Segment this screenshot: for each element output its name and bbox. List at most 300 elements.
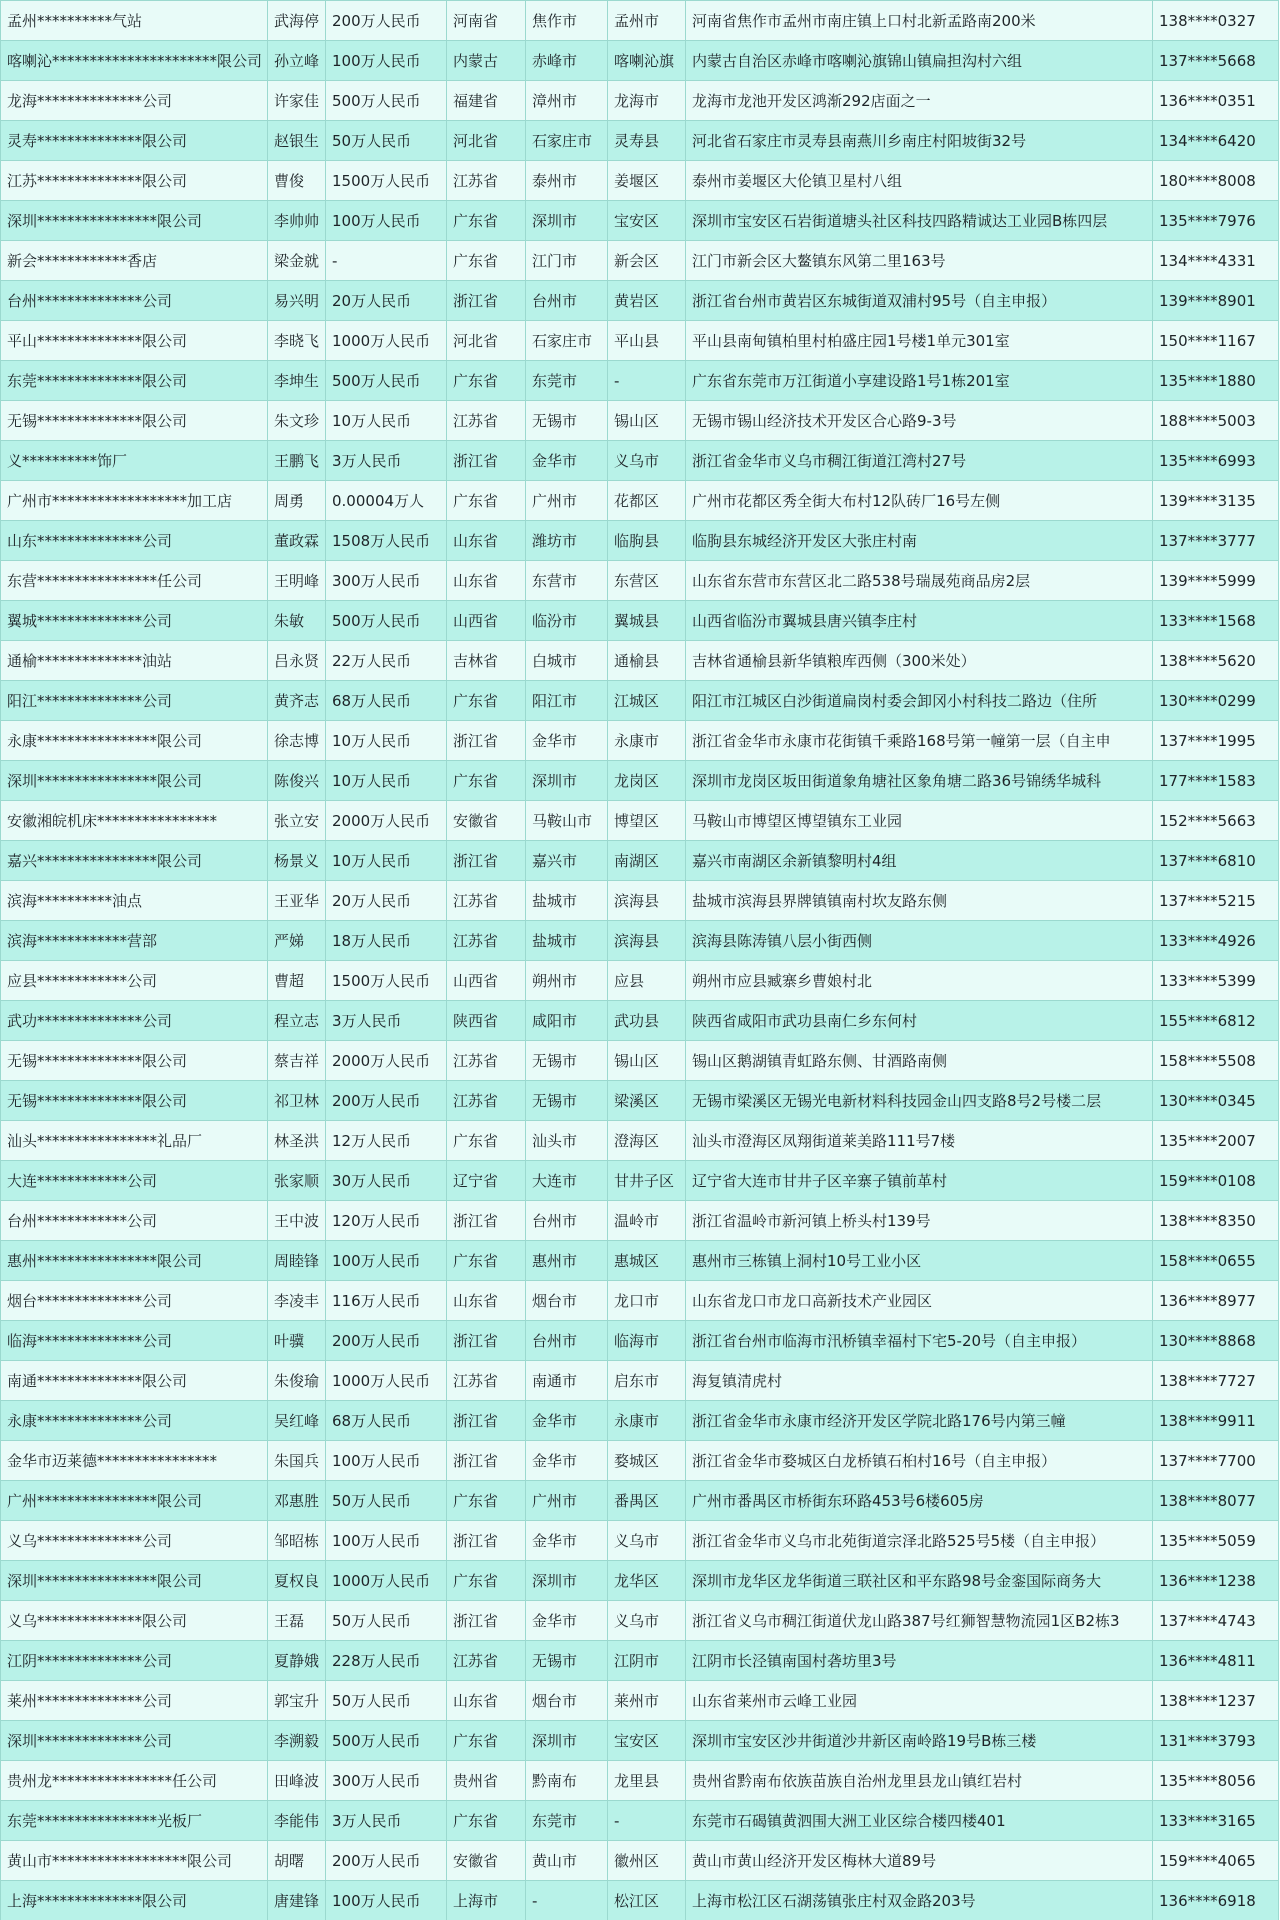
address-cell: 上海市松江区石湖荡镇张庄村双金路203号	[686, 1881, 1153, 1920]
city-cell: 石家庄市	[526, 321, 608, 361]
registered-capital-cell: 10万人民币	[326, 401, 447, 441]
table-row	[1, 1561, 1279, 1601]
province-cell: 广东省	[447, 1721, 526, 1761]
registered-capital-cell: 50万人民币	[326, 1601, 447, 1641]
phone-cell: 139****3135	[1153, 481, 1279, 521]
city-cell: 无锡市	[526, 1041, 608, 1081]
table-row	[1, 1441, 1279, 1481]
phone-cell: 135****5059	[1153, 1521, 1279, 1561]
company-name-cell: 义**********饰厂	[1, 441, 268, 481]
company-name-cell: 无锡**************限公司	[1, 1041, 268, 1081]
legal-rep-cell: 李帅帅	[268, 201, 326, 241]
legal-rep-cell: 胡曙	[268, 1841, 326, 1881]
district-cell: 武功县	[608, 1001, 686, 1041]
address-cell: 黄山市黄山经济开发区梅林大道89号	[686, 1841, 1153, 1881]
registered-capital-cell: 18万人民币	[326, 921, 447, 961]
province-cell: 浙江省	[447, 1441, 526, 1481]
company-name-cell: 无锡**************限公司	[1, 401, 268, 441]
district-cell: 龙口市	[608, 1281, 686, 1321]
city-cell: 阳江市	[526, 681, 608, 721]
table-row	[1, 41, 1279, 81]
table-row	[1, 961, 1279, 1001]
legal-rep-cell: 李晓飞	[268, 321, 326, 361]
address-cell: 深圳市龙岗区坂田街道象角塘社区象角塘二路36号锦绣华城科	[686, 761, 1153, 801]
address-cell: 山东省莱州市云峰工业园	[686, 1681, 1153, 1721]
company-name-cell: 无锡**************限公司	[1, 1081, 268, 1121]
company-name-cell: 深圳****************限公司	[1, 201, 268, 241]
phone-cell: 133****3165	[1153, 1801, 1279, 1841]
province-cell: 浙江省	[447, 1401, 526, 1441]
district-cell: 滨海县	[608, 921, 686, 961]
company-name-cell: 黄山市******************限公司	[1, 1841, 268, 1881]
district-cell: 新会区	[608, 241, 686, 281]
company-name-cell: 喀喇沁**********************限公司	[1, 41, 268, 81]
city-cell: 烟台市	[526, 1281, 608, 1321]
phone-cell: 133****1568	[1153, 601, 1279, 641]
province-cell: 江苏省	[447, 161, 526, 201]
table-row	[1, 281, 1279, 321]
table-row	[1, 1401, 1279, 1441]
province-cell: 广东省	[447, 1801, 526, 1841]
legal-rep-cell: 邓惠胜	[268, 1481, 326, 1521]
city-cell: 台州市	[526, 1201, 608, 1241]
table-row	[1, 1081, 1279, 1121]
table-row	[1, 561, 1279, 601]
city-cell: -	[526, 1881, 608, 1920]
phone-cell: 131****3793	[1153, 1721, 1279, 1761]
table-row	[1, 481, 1279, 521]
address-cell: 锡山区鹅湖镇青虹路东侧、甘酒路南侧	[686, 1041, 1153, 1081]
city-cell: 嘉兴市	[526, 841, 608, 881]
legal-rep-cell: 张立安	[268, 801, 326, 841]
company-name-cell: 翼城**************公司	[1, 601, 268, 641]
city-cell: 焦作市	[526, 1, 608, 41]
registered-capital-cell: 2000万人民币	[326, 1041, 447, 1081]
district-cell: 澄海区	[608, 1121, 686, 1161]
district-cell: 姜堰区	[608, 161, 686, 201]
province-cell: 广东省	[447, 1121, 526, 1161]
table-row	[1, 921, 1279, 961]
registered-capital-cell: 50万人民币	[326, 1681, 447, 1721]
phone-cell: 138****5620	[1153, 641, 1279, 681]
city-cell: 咸阳市	[526, 1001, 608, 1041]
company-name-cell: 临海**************公司	[1, 1321, 268, 1361]
address-cell: 河北省石家庄市灵寿县南燕川乡南庄村阳坡街32号	[686, 121, 1153, 161]
phone-cell: 135****8056	[1153, 1761, 1279, 1801]
table-row	[1, 1681, 1279, 1721]
phone-cell: 137****5668	[1153, 41, 1279, 81]
city-cell: 盐城市	[526, 881, 608, 921]
legal-rep-cell: 朱俊瑜	[268, 1361, 326, 1401]
legal-rep-cell: 李凌丰	[268, 1281, 326, 1321]
table-row	[1, 1, 1279, 41]
legal-rep-cell: 蔡吉祥	[268, 1041, 326, 1081]
legal-rep-cell: 王亚华	[268, 881, 326, 921]
phone-cell: 135****2007	[1153, 1121, 1279, 1161]
registered-capital-cell: 100万人民币	[326, 1441, 447, 1481]
city-cell: 盐城市	[526, 921, 608, 961]
address-cell: 贵州省黔南布依族苗族自治州龙里县龙山镇红岩村	[686, 1761, 1153, 1801]
table-row	[1, 1361, 1279, 1401]
registered-capital-cell: 10万人民币	[326, 761, 447, 801]
company-name-cell: 东莞****************光板厂	[1, 1801, 268, 1841]
district-cell: 永康市	[608, 1401, 686, 1441]
province-cell: 江苏省	[447, 921, 526, 961]
district-cell: 义乌市	[608, 1601, 686, 1641]
address-cell: 深圳市宝安区石岩街道塘头社区科技四路精诚达工业园B栋四层	[686, 201, 1153, 241]
registered-capital-cell: 300万人民币	[326, 561, 447, 601]
phone-cell: 152****5663	[1153, 801, 1279, 841]
district-cell: 锡山区	[608, 1041, 686, 1081]
district-cell: 永康市	[608, 721, 686, 761]
province-cell: 广东省	[447, 481, 526, 521]
legal-rep-cell: 徐志博	[268, 721, 326, 761]
district-cell: 龙岗区	[608, 761, 686, 801]
legal-rep-cell: 吕永贤	[268, 641, 326, 681]
legal-rep-cell: 郭宝升	[268, 1681, 326, 1721]
city-cell: 泰州市	[526, 161, 608, 201]
registered-capital-cell: 68万人民币	[326, 1401, 447, 1441]
phone-cell: 158****0655	[1153, 1241, 1279, 1281]
district-cell: 临海市	[608, 1321, 686, 1361]
table-row	[1, 601, 1279, 641]
address-cell: 深圳市宝安区沙井街道沙井新区南岭路19号B栋三楼	[686, 1721, 1153, 1761]
company-name-cell: 孟州**********气站	[1, 1, 268, 41]
table-row	[1, 1801, 1279, 1841]
phone-cell: 130****0345	[1153, 1081, 1279, 1121]
table-row	[1, 681, 1279, 721]
phone-cell: 138****7727	[1153, 1361, 1279, 1401]
province-cell: 江苏省	[447, 1041, 526, 1081]
table-row	[1, 81, 1279, 121]
company-name-cell: 贵州龙****************任公司	[1, 1761, 268, 1801]
province-cell: 浙江省	[447, 721, 526, 761]
table-row	[1, 1001, 1279, 1041]
district-cell: 义乌市	[608, 1521, 686, 1561]
district-cell: 龙华区	[608, 1561, 686, 1601]
address-cell: 浙江省义乌市稠江街道伏龙山路387号红狮智慧物流园1区B2栋3	[686, 1601, 1153, 1641]
city-cell: 金华市	[526, 721, 608, 761]
legal-rep-cell: 夏静娥	[268, 1641, 326, 1681]
district-cell: 番禺区	[608, 1481, 686, 1521]
table-row	[1, 1481, 1279, 1521]
city-cell: 南通市	[526, 1361, 608, 1401]
legal-rep-cell: 李能伟	[268, 1801, 326, 1841]
city-cell: 朔州市	[526, 961, 608, 1001]
province-cell: 浙江省	[447, 1321, 526, 1361]
company-name-cell: 义乌**************限公司	[1, 1601, 268, 1641]
city-cell: 广州市	[526, 481, 608, 521]
address-cell: 朔州市应县臧寨乡曹娘村北	[686, 961, 1153, 1001]
district-cell: 宝安区	[608, 1721, 686, 1761]
phone-cell: 188****5003	[1153, 401, 1279, 441]
district-cell: 翼城县	[608, 601, 686, 641]
legal-rep-cell: 夏权良	[268, 1561, 326, 1601]
city-cell: 石家庄市	[526, 121, 608, 161]
address-cell: 海复镇清虎村	[686, 1361, 1153, 1401]
legal-rep-cell: 朱敏	[268, 601, 326, 641]
city-cell: 深圳市	[526, 201, 608, 241]
table-row	[1, 761, 1279, 801]
table-row	[1, 161, 1279, 201]
legal-rep-cell: 许家佳	[268, 81, 326, 121]
district-cell: 通榆县	[608, 641, 686, 681]
province-cell: 安徽省	[447, 1841, 526, 1881]
legal-rep-cell: 王磊	[268, 1601, 326, 1641]
company-name-cell: 东营****************任公司	[1, 561, 268, 601]
address-cell: 山东省龙口市龙口高新技术产业园区	[686, 1281, 1153, 1321]
address-cell: 山西省临汾市翼城县唐兴镇李庄村	[686, 601, 1153, 641]
registered-capital-cell: 3万人民币	[326, 1801, 447, 1841]
address-cell: 陕西省咸阳市武功县南仁乡东何村	[686, 1001, 1153, 1041]
company-name-cell: 广州市******************加工店	[1, 481, 268, 521]
city-cell: 马鞍山市	[526, 801, 608, 841]
address-cell: 浙江省金华市义乌市北苑街道宗泽北路525号5楼（自主申报）	[686, 1521, 1153, 1561]
phone-cell: 138****1237	[1153, 1681, 1279, 1721]
district-cell: 平山县	[608, 321, 686, 361]
phone-cell: 133****5399	[1153, 961, 1279, 1001]
district-cell: 应县	[608, 961, 686, 1001]
legal-rep-cell: 程立志	[268, 1001, 326, 1041]
city-cell: 白城市	[526, 641, 608, 681]
city-cell: 金华市	[526, 1441, 608, 1481]
company-name-cell: 上海**************限公司	[1, 1881, 268, 1920]
address-cell: 盐城市滨海县界牌镇镇南村坎友路东侧	[686, 881, 1153, 921]
phone-cell: 137****5215	[1153, 881, 1279, 921]
district-cell: -	[608, 1801, 686, 1841]
province-cell: 广东省	[447, 681, 526, 721]
table-row	[1, 441, 1279, 481]
phone-cell: 136****6918	[1153, 1881, 1279, 1920]
city-cell: 金华市	[526, 1401, 608, 1441]
table-row	[1, 1601, 1279, 1641]
district-cell: 黄岩区	[608, 281, 686, 321]
registered-capital-cell: 1500万人民币	[326, 161, 447, 201]
province-cell: 江苏省	[447, 881, 526, 921]
table-row	[1, 1641, 1279, 1681]
registered-capital-cell: 100万人民币	[326, 1881, 447, 1920]
address-cell: 内蒙古自治区赤峰市喀喇沁旗锦山镇扁担沟村六组	[686, 41, 1153, 81]
phone-cell: 180****8008	[1153, 161, 1279, 201]
legal-rep-cell: 曹俊	[268, 161, 326, 201]
phone-cell: 136****8977	[1153, 1281, 1279, 1321]
legal-rep-cell: 王中波	[268, 1201, 326, 1241]
address-cell: 浙江省台州市临海市汛桥镇幸福村下宅5-20号（自主申报）	[686, 1321, 1153, 1361]
city-cell: 广州市	[526, 1481, 608, 1521]
registered-capital-cell: 200万人民币	[326, 1, 447, 41]
phone-cell: 133****4926	[1153, 921, 1279, 961]
province-cell: 浙江省	[447, 441, 526, 481]
company-name-cell: 阳江**************公司	[1, 681, 268, 721]
registered-capital-cell: 22万人民币	[326, 641, 447, 681]
phone-cell: 137****4743	[1153, 1601, 1279, 1641]
table-row	[1, 121, 1279, 161]
province-cell: 吉林省	[447, 641, 526, 681]
company-name-cell: 嘉兴****************限公司	[1, 841, 268, 881]
district-cell: 灵寿县	[608, 121, 686, 161]
phone-cell: 137****3777	[1153, 521, 1279, 561]
legal-rep-cell: 孙立峰	[268, 41, 326, 81]
registered-capital-cell: 116万人民币	[326, 1281, 447, 1321]
registered-capital-cell: 200万人民币	[326, 1841, 447, 1881]
city-cell: 东莞市	[526, 361, 608, 401]
city-cell: 江门市	[526, 241, 608, 281]
district-cell: 温岭市	[608, 1201, 686, 1241]
phone-cell: 138****9911	[1153, 1401, 1279, 1441]
district-cell: 滨海县	[608, 881, 686, 921]
province-cell: 广东省	[447, 1561, 526, 1601]
phone-cell: 139****8901	[1153, 281, 1279, 321]
city-cell: 无锡市	[526, 401, 608, 441]
city-cell: 大连市	[526, 1161, 608, 1201]
company-name-cell: 应县************公司	[1, 961, 268, 1001]
legal-rep-cell: 唐建锋	[268, 1881, 326, 1920]
city-cell: 台州市	[526, 281, 608, 321]
company-name-cell: 通榆**************油站	[1, 641, 268, 681]
district-cell: 喀喇沁旗	[608, 41, 686, 81]
table-row	[1, 641, 1279, 681]
address-cell: 深圳市龙华区龙华街道三联社区和平东路98号金銮国际商务大	[686, 1561, 1153, 1601]
registered-capital-cell: 100万人民币	[326, 201, 447, 241]
district-cell: 临朐县	[608, 521, 686, 561]
table-row	[1, 1321, 1279, 1361]
address-cell: 东莞市石碣镇黄泗围大洲工业区综合楼四楼401	[686, 1801, 1153, 1841]
province-cell: 福建省	[447, 81, 526, 121]
phone-cell: 137****6810	[1153, 841, 1279, 881]
phone-cell: 130****8868	[1153, 1321, 1279, 1361]
company-name-cell: 义乌**************公司	[1, 1521, 268, 1561]
district-cell: 松江区	[608, 1881, 686, 1920]
province-cell: 广东省	[447, 241, 526, 281]
address-cell: 临朐县东城经济开发区大张庄村南	[686, 521, 1153, 561]
province-cell: 贵州省	[447, 1761, 526, 1801]
registered-capital-cell: 20万人民币	[326, 881, 447, 921]
address-cell: 吉林省通榆县新华镇粮库西侧（300米处）	[686, 641, 1153, 681]
phone-cell: 134****4331	[1153, 241, 1279, 281]
address-cell: 龙海市龙池开发区鸿渐292店面之一	[686, 81, 1153, 121]
company-name-cell: 台州************公司	[1, 1201, 268, 1241]
city-cell: 金华市	[526, 441, 608, 481]
table-row	[1, 321, 1279, 361]
company-name-cell: 台州**************公司	[1, 281, 268, 321]
phone-cell: 150****1167	[1153, 321, 1279, 361]
registered-capital-cell: 500万人民币	[326, 601, 447, 641]
registered-capital-cell: -	[326, 241, 447, 281]
table-row	[1, 801, 1279, 841]
province-cell: 陕西省	[447, 1001, 526, 1041]
table-row	[1, 1881, 1279, 1920]
address-cell: 江门市新会区大鳌镇东风第二里163号	[686, 241, 1153, 281]
company-name-cell: 滨海**********油点	[1, 881, 268, 921]
legal-rep-cell: 周睦锋	[268, 1241, 326, 1281]
legal-rep-cell: 周勇	[268, 481, 326, 521]
company-name-cell: 金华市迈莱德****************	[1, 1441, 268, 1481]
company-name-cell: 新会************香店	[1, 241, 268, 281]
district-cell: 龙里县	[608, 1761, 686, 1801]
district-cell: 宝安区	[608, 201, 686, 241]
province-cell: 山东省	[447, 1281, 526, 1321]
registered-capital-cell: 50万人民币	[326, 1481, 447, 1521]
registered-capital-cell: 100万人民币	[326, 1241, 447, 1281]
phone-cell: 136****4811	[1153, 1641, 1279, 1681]
province-cell: 江苏省	[447, 1641, 526, 1681]
province-cell: 浙江省	[447, 281, 526, 321]
legal-rep-cell: 吴红峰	[268, 1401, 326, 1441]
phone-cell: 136****0351	[1153, 81, 1279, 121]
legal-rep-cell: 朱文珍	[268, 401, 326, 441]
legal-rep-cell: 林圣洪	[268, 1121, 326, 1161]
province-cell: 江苏省	[447, 1361, 526, 1401]
table-row	[1, 1761, 1279, 1801]
registered-capital-cell: 120万人民币	[326, 1201, 447, 1241]
province-cell: 江苏省	[447, 401, 526, 441]
district-cell: 甘井子区	[608, 1161, 686, 1201]
legal-rep-cell: 陈俊兴	[268, 761, 326, 801]
registered-capital-cell: 1500万人民币	[326, 961, 447, 1001]
table-row	[1, 1521, 1279, 1561]
legal-rep-cell: 邹昭栋	[268, 1521, 326, 1561]
address-cell: 平山县南甸镇柏里村柏盛庄园1号楼1单元301室	[686, 321, 1153, 361]
province-cell: 河北省	[447, 121, 526, 161]
address-cell: 无锡市锡山经济技术开发区合心路9-3号	[686, 401, 1153, 441]
province-cell: 河南省	[447, 1, 526, 41]
registered-capital-cell: 10万人民币	[326, 841, 447, 881]
registered-capital-cell: 20万人民币	[326, 281, 447, 321]
phone-cell: 159****0108	[1153, 1161, 1279, 1201]
address-cell: 马鞍山市博望区博望镇东工业园	[686, 801, 1153, 841]
registered-capital-cell: 3万人民币	[326, 441, 447, 481]
district-cell: 启东市	[608, 1361, 686, 1401]
registered-capital-cell: 100万人民币	[326, 41, 447, 81]
table-row	[1, 361, 1279, 401]
city-cell: 无锡市	[526, 1641, 608, 1681]
city-cell: 东莞市	[526, 1801, 608, 1841]
registered-capital-cell: 10万人民币	[326, 721, 447, 761]
company-name-cell: 惠州****************限公司	[1, 1241, 268, 1281]
table-row	[1, 1721, 1279, 1761]
province-cell: 山东省	[447, 521, 526, 561]
district-cell: 博望区	[608, 801, 686, 841]
phone-cell: 137****1995	[1153, 721, 1279, 761]
registered-capital-cell: 200万人民币	[326, 1081, 447, 1121]
legal-rep-cell: 朱国兵	[268, 1441, 326, 1481]
city-cell: 黔南布	[526, 1761, 608, 1801]
registered-capital-cell: 68万人民币	[326, 681, 447, 721]
phone-cell: 135****7976	[1153, 201, 1279, 241]
city-cell: 深圳市	[526, 1721, 608, 1761]
registered-capital-cell: 1000万人民币	[326, 1361, 447, 1401]
company-name-cell: 南通**************限公司	[1, 1361, 268, 1401]
province-cell: 内蒙古	[447, 41, 526, 81]
registered-capital-cell: 30万人民币	[326, 1161, 447, 1201]
legal-rep-cell: 王鹏飞	[268, 441, 326, 481]
phone-cell: 159****4065	[1153, 1841, 1279, 1881]
table-row	[1, 881, 1279, 921]
province-cell: 安徽省	[447, 801, 526, 841]
legal-rep-cell: 赵银生	[268, 121, 326, 161]
legal-rep-cell: 祁卫林	[268, 1081, 326, 1121]
phone-cell: 136****1238	[1153, 1561, 1279, 1601]
address-cell: 汕头市澄海区凤翔街道莱美路111号7楼	[686, 1121, 1153, 1161]
district-cell: 梁溪区	[608, 1081, 686, 1121]
company-name-cell: 灵寿**************限公司	[1, 121, 268, 161]
province-cell: 山西省	[447, 601, 526, 641]
registered-capital-cell: 12万人民币	[326, 1121, 447, 1161]
district-cell: 花都区	[608, 481, 686, 521]
legal-rep-cell: 董政霖	[268, 521, 326, 561]
legal-rep-cell: 张家顺	[268, 1161, 326, 1201]
address-cell: 滨海县陈涛镇八层小街西侧	[686, 921, 1153, 961]
